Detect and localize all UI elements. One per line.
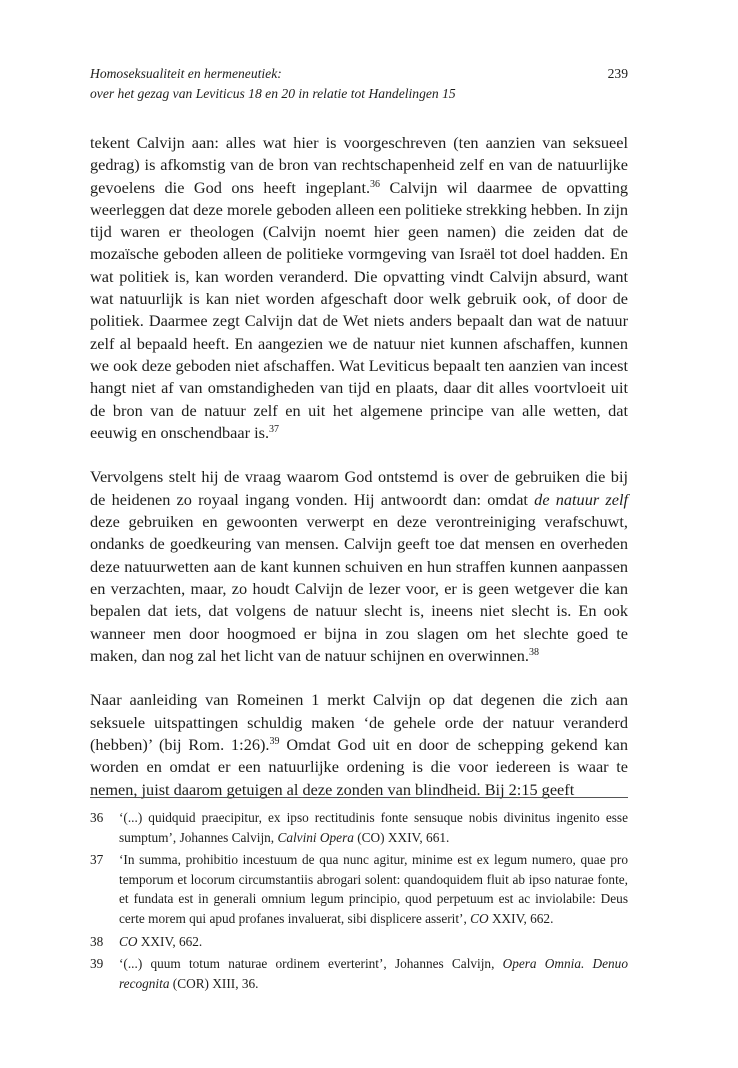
footnote-text: ‘(...) quidquid praecipitur, ex ipso rectitudinis fonte sensuque nobis divinitus ingenito esse sumptum’, Johannes Calvijn, xyxy=(119,810,628,845)
footnote-text: ‘In summa, prohibitio incestuum de qua nunc agitur, minime est ex legum numero, quae pro temporum et locorum circumstantiis abrogari solent: quandoquidem fluit ab ipso naturae fonte, et fundata est in generali omnium legum principio, quod perpetuum est ac inviolabile: Deus certe morem qui apud profanes invaluerat, sibi displicere asserit’, xyxy=(119,852,628,926)
paragraph-2-emphasis: de natuur zelf xyxy=(534,489,628,509)
footnote-emphasis: CO xyxy=(470,910,489,926)
footnote-rule xyxy=(90,797,628,798)
paragraph-3 xyxy=(90,689,628,800)
footnote-ref-38: 38 xyxy=(529,646,539,658)
footnote-number: 36 xyxy=(90,810,104,825)
footnote-number: 37 xyxy=(90,852,104,868)
footnote-ref-39: 39 xyxy=(269,736,280,748)
paragraph-3-text-a: Naar aanleiding van Romeinen 1 merkt Calvijn op dat degenen die zich aan seksuele uitspattingen schuldig maken ‘de gehele orde der natuur veranderd (hebben)’ (bij Rom. 1:26). xyxy=(90,690,628,755)
running-title-line-1: Homoseksualiteit en hermeneutiek: xyxy=(90,66,282,81)
paragraph-2-text-a: Vervolgens stelt hij de vraag waarom God ontstemd is over de gebruiken die bij de heidenen zo royaal ingang vonden. Hij antwoordt dan: omdat xyxy=(90,467,628,509)
footnote-emphasis: Opera Omnia. Denuo recognita xyxy=(119,956,628,991)
footnote-number: 38 xyxy=(90,933,104,949)
footnote-36 xyxy=(90,808,628,847)
footnote-text-tail: XXIV, 662. xyxy=(137,933,203,949)
main-text xyxy=(90,132,628,801)
paragraph-2-text-b: deze gebruiken en gewoonten verwerpt en deze verontreiniging verafschuwt, ondanks de goedkeuring van mensen. Calvijn geeft toe dat mensen en overheden deze natuurwetten aan de kant kunnen schuiven en hun straffen kunnen aanpassen en verzachten, maar, zo houdt Calvijn de lezer voor, er is geen wetgever die kan bepalen dat iets, dat volgens de natuur slecht is, ineens niet slecht is. En ook wanneer men door hoogmoed er bijna in zou slagen om het slechte goed te maken, dan nog zal het licht van de natuur schijnen en overwinnen. xyxy=(90,512,628,665)
footnote-text-tail: XXIV, 662. xyxy=(488,910,554,926)
footnote-ref-37: 37 xyxy=(269,423,280,435)
page-number: 239 xyxy=(607,66,628,81)
paragraph-1-text-b: Calvijn wil daarmee de opvatting weerleggen dat deze morele geboden alleen een politieke strekking hebben. In zijn tijd waren er theologen (Calvijn noemt hier geen namen) die zeiden dat de mozaïsche geboden alleen de politieke vormgeving van Israël tot doel hadden. En wat politiek is, kan worden veranderd. Die opvatting vindt Calvijn absurd, want wat natuurlijk is kan niet worden afgeschaft door welk gebruik ook, of door de politiek. Daarmee zegt Calvijn dat de Wet niets anders bepaalt dan wat de natuur zelf al bepaald heeft. En aangezien we de natuur niet kunnen afschaffen, kunnen we ook deze geboden niet afschaffen. Wat Leviticus bepaalt ten aanzien van incest hangt niet af van omstandigheden van tijd en plaats, daar dit alles voortvloeit uit de bron van de natuur zelf en uit het algemene principe van alle wetten, dat eeuwig en onschendbaar is. xyxy=(90,177,628,442)
footnote-emphasis: Calvini Opera xyxy=(277,829,354,845)
footnote-ref-36: 36 xyxy=(370,178,381,190)
running-title-line-2: over het gezag van Leviticus 18 en 20 in relatie tot Handelingen 15 xyxy=(90,86,456,101)
running-header xyxy=(90,64,628,104)
footnote-text-tail: (COR) XIII, 36. xyxy=(169,975,259,991)
footnote-37 xyxy=(90,850,628,928)
paragraph-1-text-a: tekent Calvijn aan: alles wat hier is voorgeschreven (ten aanzien van seksueel gedrag) is afkomstig van de bron van rechtschapenheid zelf en van de natuurlijke gevoelens die God ons heeft ingeplant. xyxy=(90,133,628,197)
footnotes xyxy=(90,808,628,996)
footnote-text-tail: (CO) XXIV, 661. xyxy=(353,829,450,845)
footnote-38 xyxy=(90,932,628,952)
paragraph-2 xyxy=(90,466,628,667)
paragraph-1 xyxy=(90,132,628,444)
footnote-text: ‘(...) quum totum naturae ordinem everterint’, Johannes Calvijn, xyxy=(119,956,503,972)
footnote-39 xyxy=(90,954,628,993)
footnote-number: 39 xyxy=(90,956,104,972)
paragraph-3-text-b: Omdat God uit en door de schepping gekend kan worden en omdat er een natuurlijke ordening is die voor iedereen is waar te nemen, juist daarom getuigen al deze zonden van blindheid. Bij 2:15 geeft xyxy=(90,735,628,799)
footnote-emphasis: CO xyxy=(119,933,138,949)
